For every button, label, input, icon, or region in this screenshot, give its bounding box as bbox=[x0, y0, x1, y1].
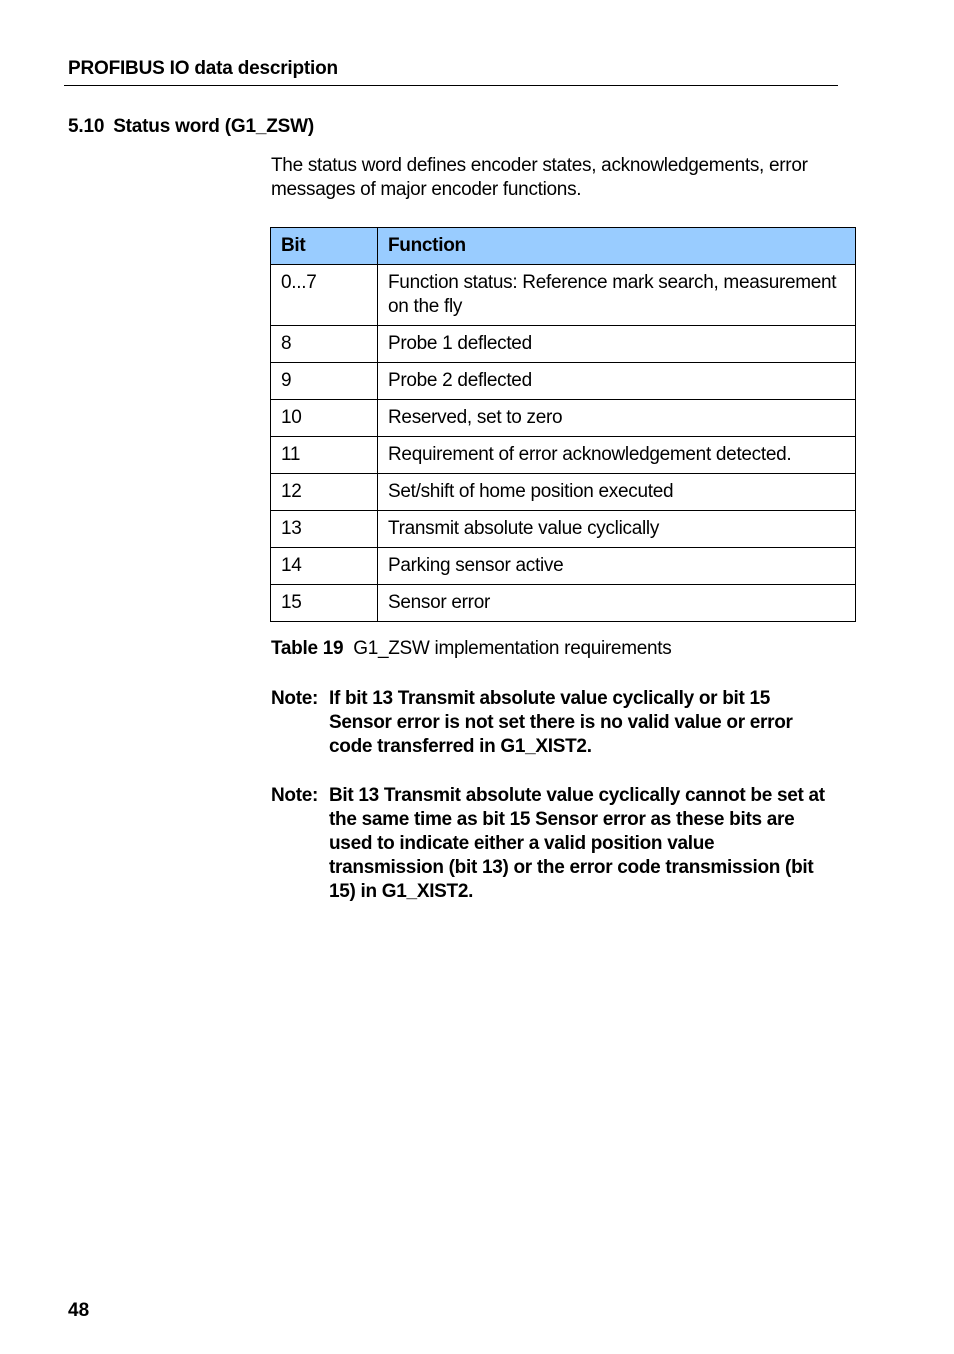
section-heading bbox=[68, 116, 314, 138]
table-row bbox=[271, 265, 856, 326]
table-caption bbox=[271, 638, 671, 660]
table-row bbox=[271, 511, 856, 548]
header-divider bbox=[64, 85, 838, 86]
table-row bbox=[271, 585, 856, 622]
function-cell: Transmit absolute value cyclically bbox=[378, 511, 856, 548]
status-word-table bbox=[270, 227, 856, 622]
bit-cell: 10 bbox=[271, 400, 378, 437]
intro-paragraph: The status word defines encoder states, acknowledgements, error messages of major encoder functions. bbox=[271, 155, 808, 200]
function-cell: Reserved, set to zero bbox=[378, 400, 856, 437]
table-row bbox=[271, 548, 856, 585]
section-title: Status word (G1_ZSW) bbox=[113, 116, 314, 137]
function-cell: Probe 1 deflected bbox=[378, 326, 856, 363]
function-cell: Set/shift of home position executed bbox=[378, 474, 856, 511]
page-header-title: PROFIBUS IO data description bbox=[68, 58, 338, 79]
table-caption-label: Table 19 bbox=[271, 638, 344, 659]
bit-cell: 15 bbox=[271, 585, 378, 622]
table-row bbox=[271, 400, 856, 437]
bit-cell: 11 bbox=[271, 437, 378, 474]
bit-cell: 0...7 bbox=[271, 265, 378, 326]
bit-cell: 9 bbox=[271, 363, 378, 400]
bit-cell: 13 bbox=[271, 511, 378, 548]
table-row bbox=[271, 326, 856, 363]
column-header-bit: Bit bbox=[271, 228, 378, 265]
note-1 bbox=[271, 687, 831, 759]
note-text: If bit 13 Transmit absolute value cyclically or bit 15 Sensor error is not set there is no valid value or error code transferred in G1_XIST2. bbox=[329, 688, 793, 757]
table-row bbox=[271, 363, 856, 400]
function-cell: Probe 2 deflected bbox=[378, 363, 856, 400]
bit-cell: 12 bbox=[271, 474, 378, 511]
section-number: 5.10 bbox=[68, 116, 105, 137]
page-number: 48 bbox=[68, 1300, 90, 1321]
column-header-function: Function bbox=[378, 228, 856, 265]
note-label: Note: bbox=[271, 785, 319, 806]
note-2 bbox=[271, 784, 831, 904]
function-cell: Requirement of error acknowledgement detected. bbox=[378, 437, 856, 474]
table-caption-text: G1_ZSW implementation requirements bbox=[353, 638, 672, 659]
function-cell: Sensor error bbox=[378, 585, 856, 622]
note-label: Note: bbox=[271, 688, 319, 709]
table-header-row bbox=[271, 228, 856, 265]
table-row bbox=[271, 474, 856, 511]
note-text: Bit 13 Transmit absolute value cyclically cannot be set at the same time as bit 15 Sensor error as these bits are used to indicate either a valid position value transmission (bit 13) or the error code transmission (bit 15) in G1_XIST2. bbox=[329, 785, 825, 902]
function-cell: Parking sensor active bbox=[378, 548, 856, 585]
bit-cell: 14 bbox=[271, 548, 378, 585]
table-row bbox=[271, 437, 856, 474]
bit-cell: 8 bbox=[271, 326, 378, 363]
function-cell: Function status: Reference mark search, measurement on the fly bbox=[378, 265, 856, 326]
